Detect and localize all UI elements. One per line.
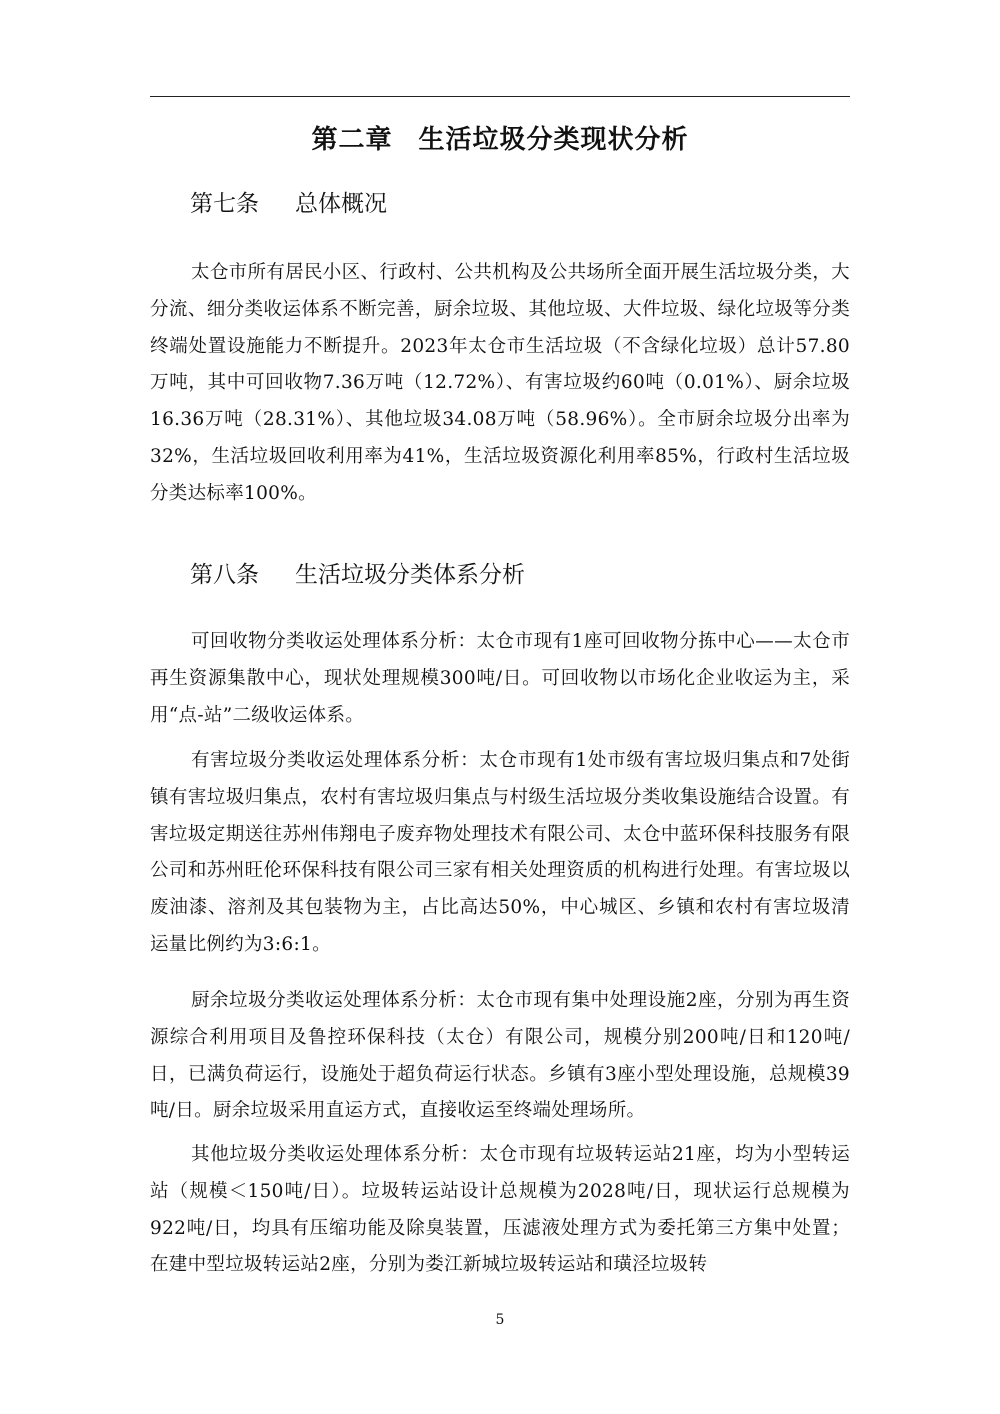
- article-8-title: 生活垃圾分类体系分析: [295, 562, 525, 588]
- chapter-name: 生活垃圾分类现状分析: [418, 125, 689, 155]
- article-7-number: 第七条: [190, 191, 259, 217]
- article-8-paragraph-other-waste: 其他垃圾分类收运处理体系分析：太仓市现有垃圾转运站21座，均为小型转运站（规模＜150吨/日）。垃圾转运站设计总规模为2028吨/日，现状运行总规模为922吨/日，均具有压缩功能及除臭装置，压滤液处理方式为委托第三方集中处置；在建中型垃圾转运站2座，分别为娄江新城垃圾转运站和璜泾垃圾转: [150, 1144, 850, 1276]
- article-7-paragraph-1: 太仓市所有居民小区、行政村、公共机构及公共场所全面开展生活垃圾分类，大分流、细分类收运体系不断完善，厨余垃圾、其他垃圾、大件垃圾、绿化垃圾等分类终端处置设施能力不断提升。2023年太仓市生活垃圾（不含绿化垃圾）总计57.80万吨，其中可回收物7.36万吨（12.72%）、有害垃圾约60吨（0.01%）、厨余垃圾16.36万吨（28.31%）、其他垃圾34.08万吨（58.96%）。全市厨余垃圾分出率为32%，生活垃圾回收利用率为41%，生活垃圾资源化利用率85%，行政村生活垃圾分类达标率100%。: [150, 262, 850, 504]
- article-7-heading: [190, 188, 387, 220]
- article-7-title: 总体概况: [295, 191, 387, 217]
- chapter-number: 第二章: [311, 125, 393, 155]
- article-8-paragraph-kitchen-waste: 厨余垃圾分类收运处理体系分析：太仓市现有集中处理设施2座，分别为再生资源综合利用项目及鲁控环保科技（太仓）有限公司，规模分别200吨/日和120吨/日，已满负荷运行，设施处于超负荷运行状态。乡镇有3座小型处理设施，总规模39吨/日。厨余垃圾采用直运方式，直接收运至终端处理场所。: [150, 990, 850, 1122]
- article-8-heading: [190, 559, 525, 591]
- chapter-title: [150, 120, 850, 160]
- article-8-paragraph-recyclables: 可回收物分类收运处理体系分析：太仓市现有1座可回收物分拣中心——太仓市再生资源集散中心，现状处理规模300吨/日。可回收物以市场化企业收运为主，采用“点-站”二级收运体系。: [150, 631, 850, 726]
- article-8-number: 第八条: [190, 562, 259, 588]
- page-number: 5: [495, 1312, 505, 1328]
- header-rule: [150, 96, 850, 97]
- article-8-paragraph-hazardous: 有害垃圾分类收运处理体系分析：太仓市现有1处市级有害垃圾归集点和7处街镇有害垃圾归集点，农村有害垃圾归集点与村级生活垃圾分类收集设施结合设置。有害垃圾定期送往苏州伟翔电子废弃物处理技术有限公司、太仓中蓝环保科技服务有限公司和苏州旺伦环保科技有限公司三家有相关处理资质的机构进行处理。有害垃圾以废油漆、溶剂及其包装物为主，占比高达50%，中心城区、乡镇和农村有害垃圾清运量比例约为3:6:1。: [150, 750, 850, 955]
